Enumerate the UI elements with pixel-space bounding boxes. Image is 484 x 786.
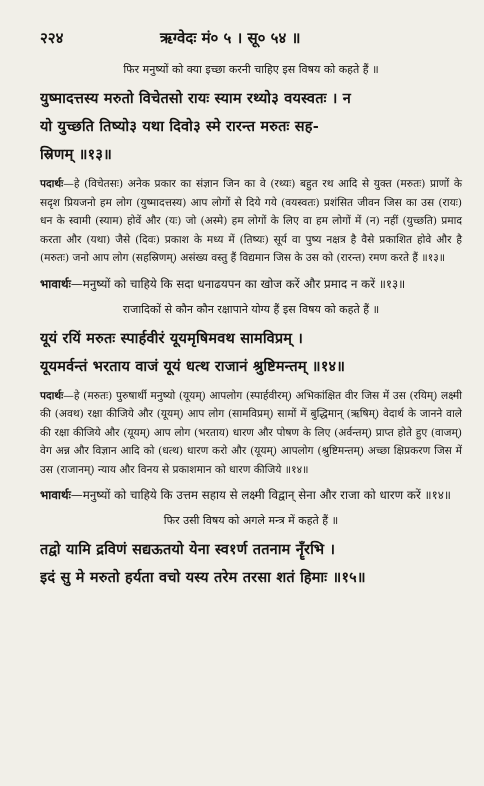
padartha-paragraph	[40, 387, 462, 480]
page-number: २२४	[40, 29, 64, 47]
bhavartha-label: भावार्थः	[40, 276, 71, 291]
mantra-line: इदं सु मे मरुतो हर्यता वचो यस्य तरेम तरसा शतं हिमाः ॥१५॥	[40, 569, 366, 586]
bhavartha-text: —मनुष्यों को चाहिये कि सदा धनाढयपन का खोज करें और प्रमाद न करें ॥१३॥	[70, 276, 406, 291]
mantra-line: युष्मादत्तस्य मरुतो विचेतसो रायः स्याम रथ्यो३ वयस्वतः । न	[40, 90, 352, 107]
section-intro: फिर उसी विषय को अगले मन्त्र में कहते हैं ॥	[163, 514, 339, 527]
mantra-line: यूयं रयिं मरुतः स्पार्हवीरं यूयमृषिमवथ सामविप्रम् ।	[40, 329, 304, 347]
mantra-line: यो युच्छति तिष्यो३ यथा दिवो३ स्मे रारन्त मरुतः सह-	[40, 118, 319, 135]
section-intro: फिर मनुष्यों को क्या इच्छा करनी चाहिए इस विषय को कहते हैं ॥	[123, 63, 379, 76]
bhavartha-paragraph	[40, 485, 462, 505]
bhavartha-text: —मनुष्यों को चाहिये कि उत्तम सहाय से लक्ष्मी विद्वान् सेना और राजा को धारण करें ॥१४॥	[70, 488, 451, 502]
mantra-verse	[40, 325, 462, 381]
padartha-label: पदार्थः	[40, 389, 64, 402]
padartha-label: पदार्थः	[40, 178, 64, 190]
mantra-line: स्रिणम् ॥१३॥	[40, 146, 112, 163]
padartha-text: —हे (विचेतसः) अनेक प्रकार का संज्ञान जिन का वे (रथ्यः) बहुत रथ आदि से युक्त (मरुतः) प्राणों के सदृश प्रियजनो हम लोग (युष्मादत्तस्य) आप लोगों से दिये गये (वयस्वतः) प्रशंसित जीवन जिस का उस (रायः) धन के स्वामी (स्याम) होवें और (यः) जो (अस्मे) हम लोगों के लिए वा हम लोगों में (न) नहीं (युच्छति) प्रमाद करता और (यथा) जैसे (दिवः) प्रकाश के मध्य में (तिष्यः) सूर्य वा पुष्य नक्षत्र है वैसे प्रकाशित होवे और है (मरुतः) जनो आप लोग (सहस्रिणम्) असंख्य वस्तु हैं विद्यमान जिस के उस को (रारन्त) रमण करते हैं ॥१३॥	[40, 178, 462, 264]
page-header	[40, 28, 462, 48]
bhavartha-label: भावार्थः	[40, 488, 71, 502]
section-intro: राजादिकों से कौन कौन रक्षापाने योग्य हैं इस विषय को कहते हैं ॥	[122, 302, 380, 316]
mantra-verse	[40, 536, 462, 592]
mantra-verse	[40, 85, 462, 169]
padartha-paragraph	[40, 175, 462, 268]
bhavartha-paragraph	[40, 274, 462, 294]
mantra-line: यूयमर्वन्तं भरताय वाजं यूयं धत्थ राजानं श्रुष्टिमन्तम् ॥१४॥	[40, 357, 346, 375]
padartha-text: —हे (मरुतः) पुरुषार्थी मनुष्यो (यूयम्) आपलोग (स्पार्हवीरम्) अभिकांक्षित वीर जिस में उस (रयिम्) लक्ष्मी की (अवथ) रक्षा कीजिये और (यूयम्) आप लोग (सामविप्रम्) सामों में बुद्धिमान् (ऋषिम्) वेदार्थ के जानने वाले की रक्षा कीजिये और (यूयम्) आप लोग (भरताय) धारण और पोषण के लिए (अर्वन्तम्) प्राप्त होते हुए (वाजम्) वेग अन्न और विज्ञान आदि को (धत्थ) धारण करो और (यूयम्) आपलोग (श्रुष्टिमन्तम्) अच्छा क्षिप्रकरण जिस में उस (राजानम्) न्याय और विनय से प्रकाशमान को धारण कीजिये ॥१४॥	[40, 389, 462, 476]
page-title: ऋग्वेदः मं० ५ । सू० ५४ ॥	[160, 29, 301, 47]
mantra-line: तद्वो यामि द्रविणं सद्यऊतयो येना स्व१र्ण ततनाम नॄँरभि ।	[40, 541, 336, 558]
